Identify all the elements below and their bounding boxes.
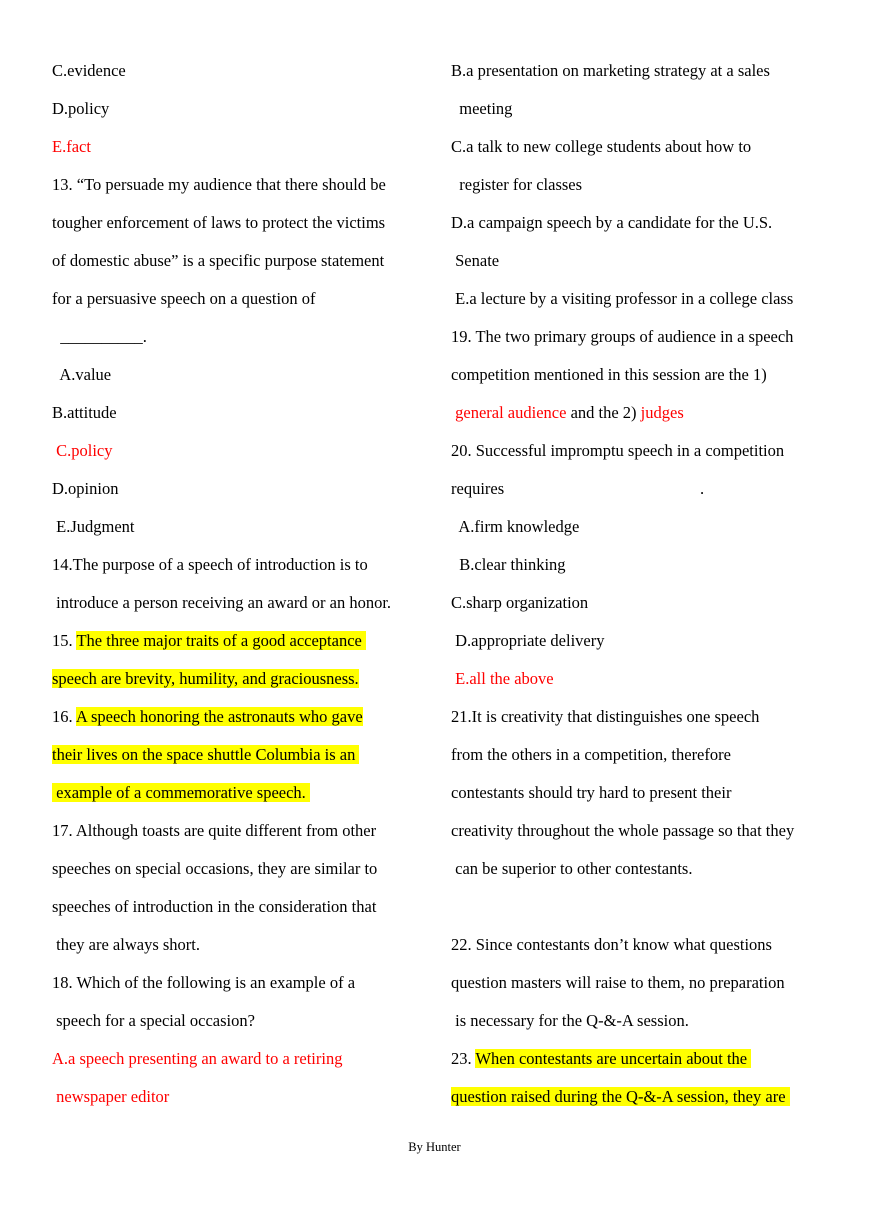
statement-21-line-1: 21.It is creativity that distinguishes one speech: [451, 707, 760, 726]
option-18b-line-1: B.a presentation on marketing strategy at a sales: [451, 61, 770, 80]
highlight: speech are brevity, humility, and graciousness.: [52, 669, 359, 688]
question-18-line-2: speech for a special occasion?: [52, 1011, 255, 1030]
statement-15-line-2: [52, 660, 427, 698]
statement-16-line-2: [52, 736, 427, 774]
question-20-line-1: 20. Successful impromptu speech in a competition: [451, 441, 785, 460]
statement-21-line-4: creativity throughout the whole passage so that they: [451, 821, 795, 840]
answer-general-audience: general audience: [451, 403, 567, 422]
statement-17-line-2: speeches on special occasions, they are similar to: [52, 859, 378, 878]
option-13e: E.Judgment: [52, 517, 135, 536]
answer-option-18a-line-1: A.a speech presenting an award to a retiring: [52, 1049, 343, 1068]
option-18d-line-1: D.a campaign speech by a candidate for the U.S.: [451, 213, 773, 232]
statement-14-line-2: introduce a person receiving an award or an honor.: [52, 593, 392, 612]
option-20c: C.sharp organization: [451, 593, 589, 612]
answer-option-18a-line-2: newspaper editor: [52, 1087, 170, 1106]
highlight: their lives on the space shuttle Columbia is an: [52, 745, 360, 764]
question-18-line-1: 18. Which of the following is an example of a: [52, 973, 356, 992]
option-18c-line-2: register for classes: [451, 175, 583, 194]
option-20b: B.clear thinking: [451, 555, 566, 574]
left-column: [52, 52, 427, 1116]
right-column: [451, 52, 851, 1116]
question-13-blank: __________.: [52, 327, 147, 346]
option-12d: D.policy: [52, 99, 110, 118]
statement-14-line-1: 14.The purpose of a speech of introduction is to: [52, 555, 368, 574]
statement-21-line-2: from the others in a competition, therefore: [451, 745, 731, 764]
answer-option-12e: E.fact: [52, 137, 91, 156]
blank-period: .: [700, 479, 705, 498]
option-12c: C.evidence: [52, 61, 126, 80]
question-20-line-2: requires .: [451, 470, 851, 508]
answer-option-13c: C.policy: [52, 441, 113, 460]
question-13-line-4: for a persuasive speech on a question of: [52, 289, 316, 308]
highlight: example of a commemorative speech.: [52, 783, 310, 802]
statement-21-line-5: can be superior to other contestants.: [451, 859, 693, 878]
question-13-line-2: tougher enforcement of laws to protect the victims: [52, 213, 386, 232]
option-18d-line-2: Senate: [451, 251, 500, 270]
blank-line: [451, 888, 851, 926]
statement-17-line-1: 17. Although toasts are quite different from other: [52, 821, 377, 840]
option-18e: E.a lecture by a visiting professor in a college class: [451, 289, 794, 308]
highlight: A speech honoring the astronauts who gave: [75, 707, 363, 726]
statement-23-line-1: 23. When contestants are uncertain about the: [451, 1049, 752, 1068]
statement-17-line-3: speeches of introduction in the consideration that: [52, 897, 377, 916]
statement-23-line-2: [451, 1078, 851, 1116]
statement-17-line-4: they are always short.: [52, 935, 200, 954]
question-19-line-2: competition mentioned in this session are the 1): [451, 365, 767, 384]
option-13b: B.attitude: [52, 403, 117, 422]
highlight: When contestants are uncertain about the: [475, 1049, 752, 1068]
question-13-line-1: 13. “To persuade my audience that there should be: [52, 175, 386, 194]
option-18b-line-2: meeting: [451, 99, 513, 118]
statement-16-line-1: 16. A speech honoring the astronauts who gave: [52, 707, 363, 726]
page-footer: By Hunter: [408, 1140, 461, 1154]
highlight: The three major traits of a good acceptance: [76, 631, 366, 650]
option-18c-line-1: C.a talk to new college students about how to: [451, 137, 752, 156]
statement-15-line-1: 15. The three major traits of a good acceptance: [52, 631, 366, 650]
option-13a: A.value: [52, 365, 112, 384]
statement-16-line-3: [52, 774, 427, 812]
highlight: question raised during the Q-&-A session, they are: [451, 1087, 790, 1106]
statement-22-line-3: is necessary for the Q-&-A session.: [451, 1011, 689, 1030]
question-13-line-3: of domestic abuse” is a specific purpose statement: [52, 251, 385, 270]
statement-21-line-3: contestants should try hard to present their: [451, 783, 732, 802]
option-20d: D.appropriate delivery: [451, 631, 605, 650]
question-19-line-3: general audience and the 2) judges: [451, 403, 684, 422]
option-13d: D.opinion: [52, 479, 119, 498]
answer-judges: judges: [640, 403, 684, 422]
option-20a: A.firm knowledge: [451, 517, 580, 536]
statement-22-line-1: 22. Since contestants don’t know what questions: [451, 935, 772, 954]
question-19-line-1: 19. The two primary groups of audience in a speech: [451, 327, 794, 346]
statement-22-line-2: question masters will raise to them, no preparation: [451, 973, 785, 992]
answer-option-20e: E.all the above: [451, 669, 554, 688]
